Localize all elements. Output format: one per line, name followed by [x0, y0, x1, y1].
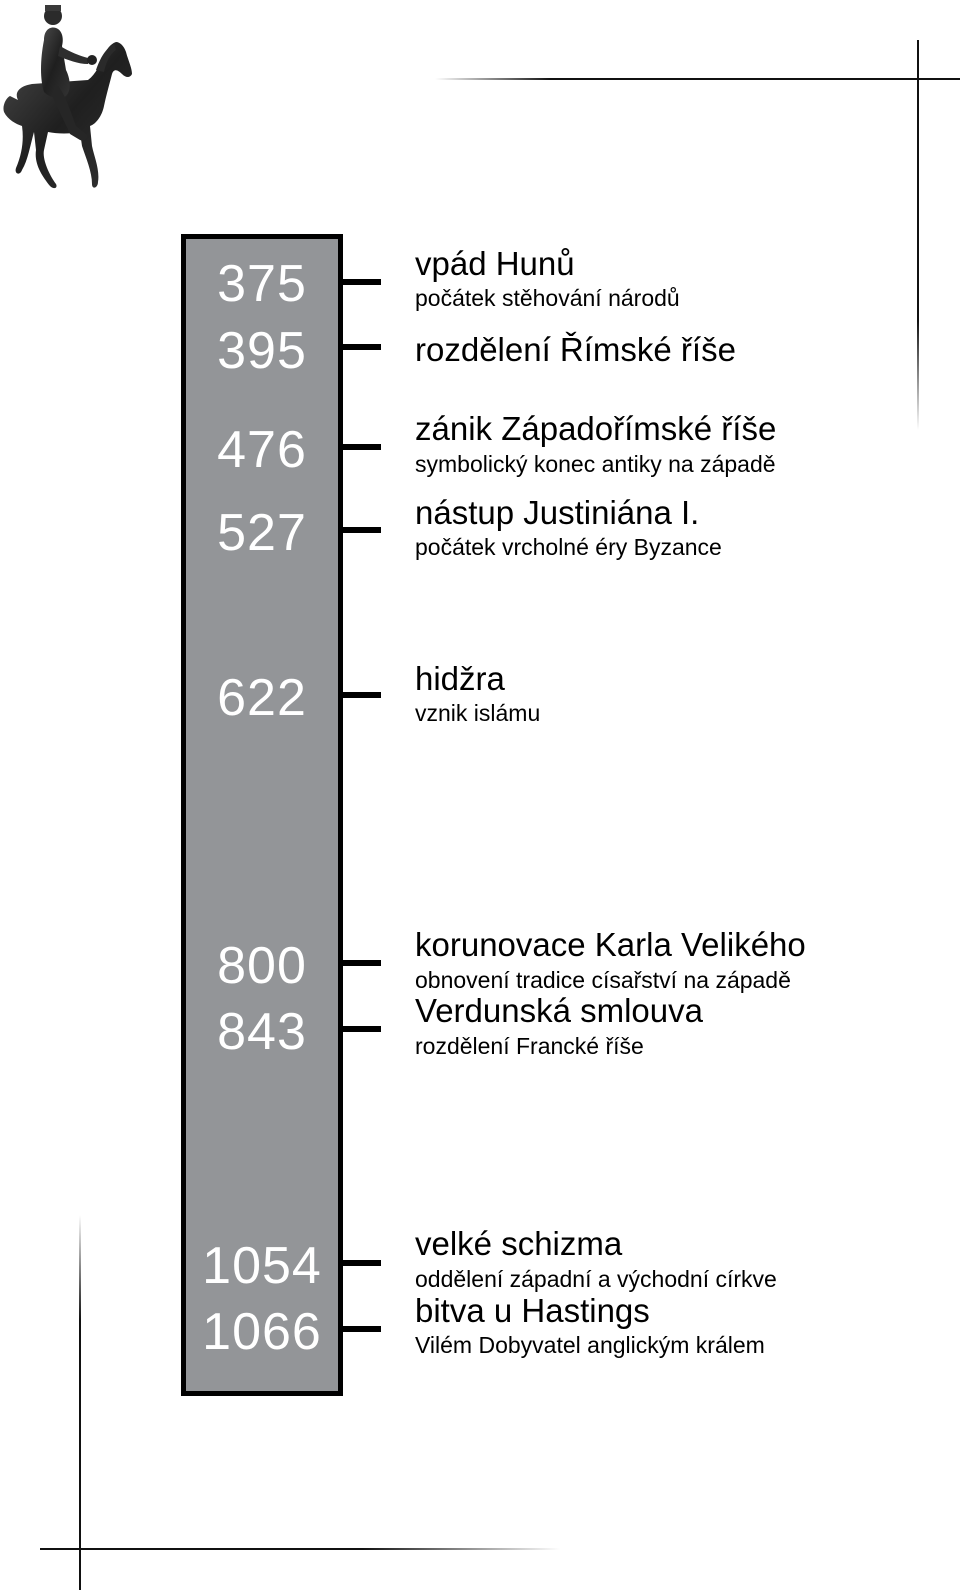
event-title: bitva u Hastings: [415, 1292, 650, 1329]
event-title: nástup Justiniána I.: [415, 494, 700, 531]
event-title: hidžra: [415, 660, 505, 697]
frame-line-bottom-left-vertical: [79, 1215, 81, 1590]
year-label: 1066: [202, 1303, 322, 1361]
timeline-tick: [343, 344, 381, 350]
event-subtitle: počátek stěhování národů: [415, 285, 680, 311]
event-subtitle: vznik islámu: [415, 700, 541, 726]
event-subtitle: oddělení západní a východní církve: [415, 1266, 777, 1292]
event-subtitle: symbolický konec antiky na západě: [415, 451, 776, 477]
event-title: zánik Západořímské říše: [415, 410, 777, 447]
event-subtitle: rozdělení Francké říše: [415, 1033, 644, 1059]
event-title: rozdělení Římské říše: [415, 331, 736, 368]
frame-line-bottom-left-horizontal: [40, 1548, 560, 1550]
timeline-tick: [343, 1260, 381, 1266]
equestrian-statue-icon: [0, 0, 140, 200]
timeline-tick: [343, 960, 381, 966]
year-label: 375: [217, 255, 307, 313]
year-label: 395: [217, 322, 307, 380]
year-label: 622: [217, 669, 307, 727]
timeline-tick: [343, 1026, 381, 1032]
year-label: 843: [217, 1003, 307, 1061]
timeline-bar: [181, 234, 343, 1396]
event-subtitle: obnovení tradice císařství na západě: [415, 967, 791, 993]
event-title: vpád Hunů: [415, 245, 575, 282]
event-subtitle: počátek vrcholné éry Byzance: [415, 534, 722, 560]
event-title: Verdunská smlouva: [415, 992, 703, 1029]
timeline-tick: [343, 692, 381, 698]
frame-line-top-right-vertical: [917, 40, 919, 430]
year-label: 1054: [202, 1237, 322, 1295]
event-title: korunovace Karla Velikého: [415, 926, 806, 963]
event-title: velké schizma: [415, 1225, 623, 1262]
year-label: 476: [217, 421, 307, 479]
frame-line-top-right-horizontal: [435, 78, 960, 80]
timeline-tick: [343, 444, 381, 450]
timeline-tick: [343, 527, 381, 533]
timeline-tick: [343, 279, 381, 285]
year-label: 800: [217, 937, 307, 995]
year-label: 527: [217, 504, 307, 562]
timeline-tick: [343, 1326, 381, 1332]
event-subtitle: Vilém Dobyvatel anglickým králem: [415, 1332, 765, 1358]
